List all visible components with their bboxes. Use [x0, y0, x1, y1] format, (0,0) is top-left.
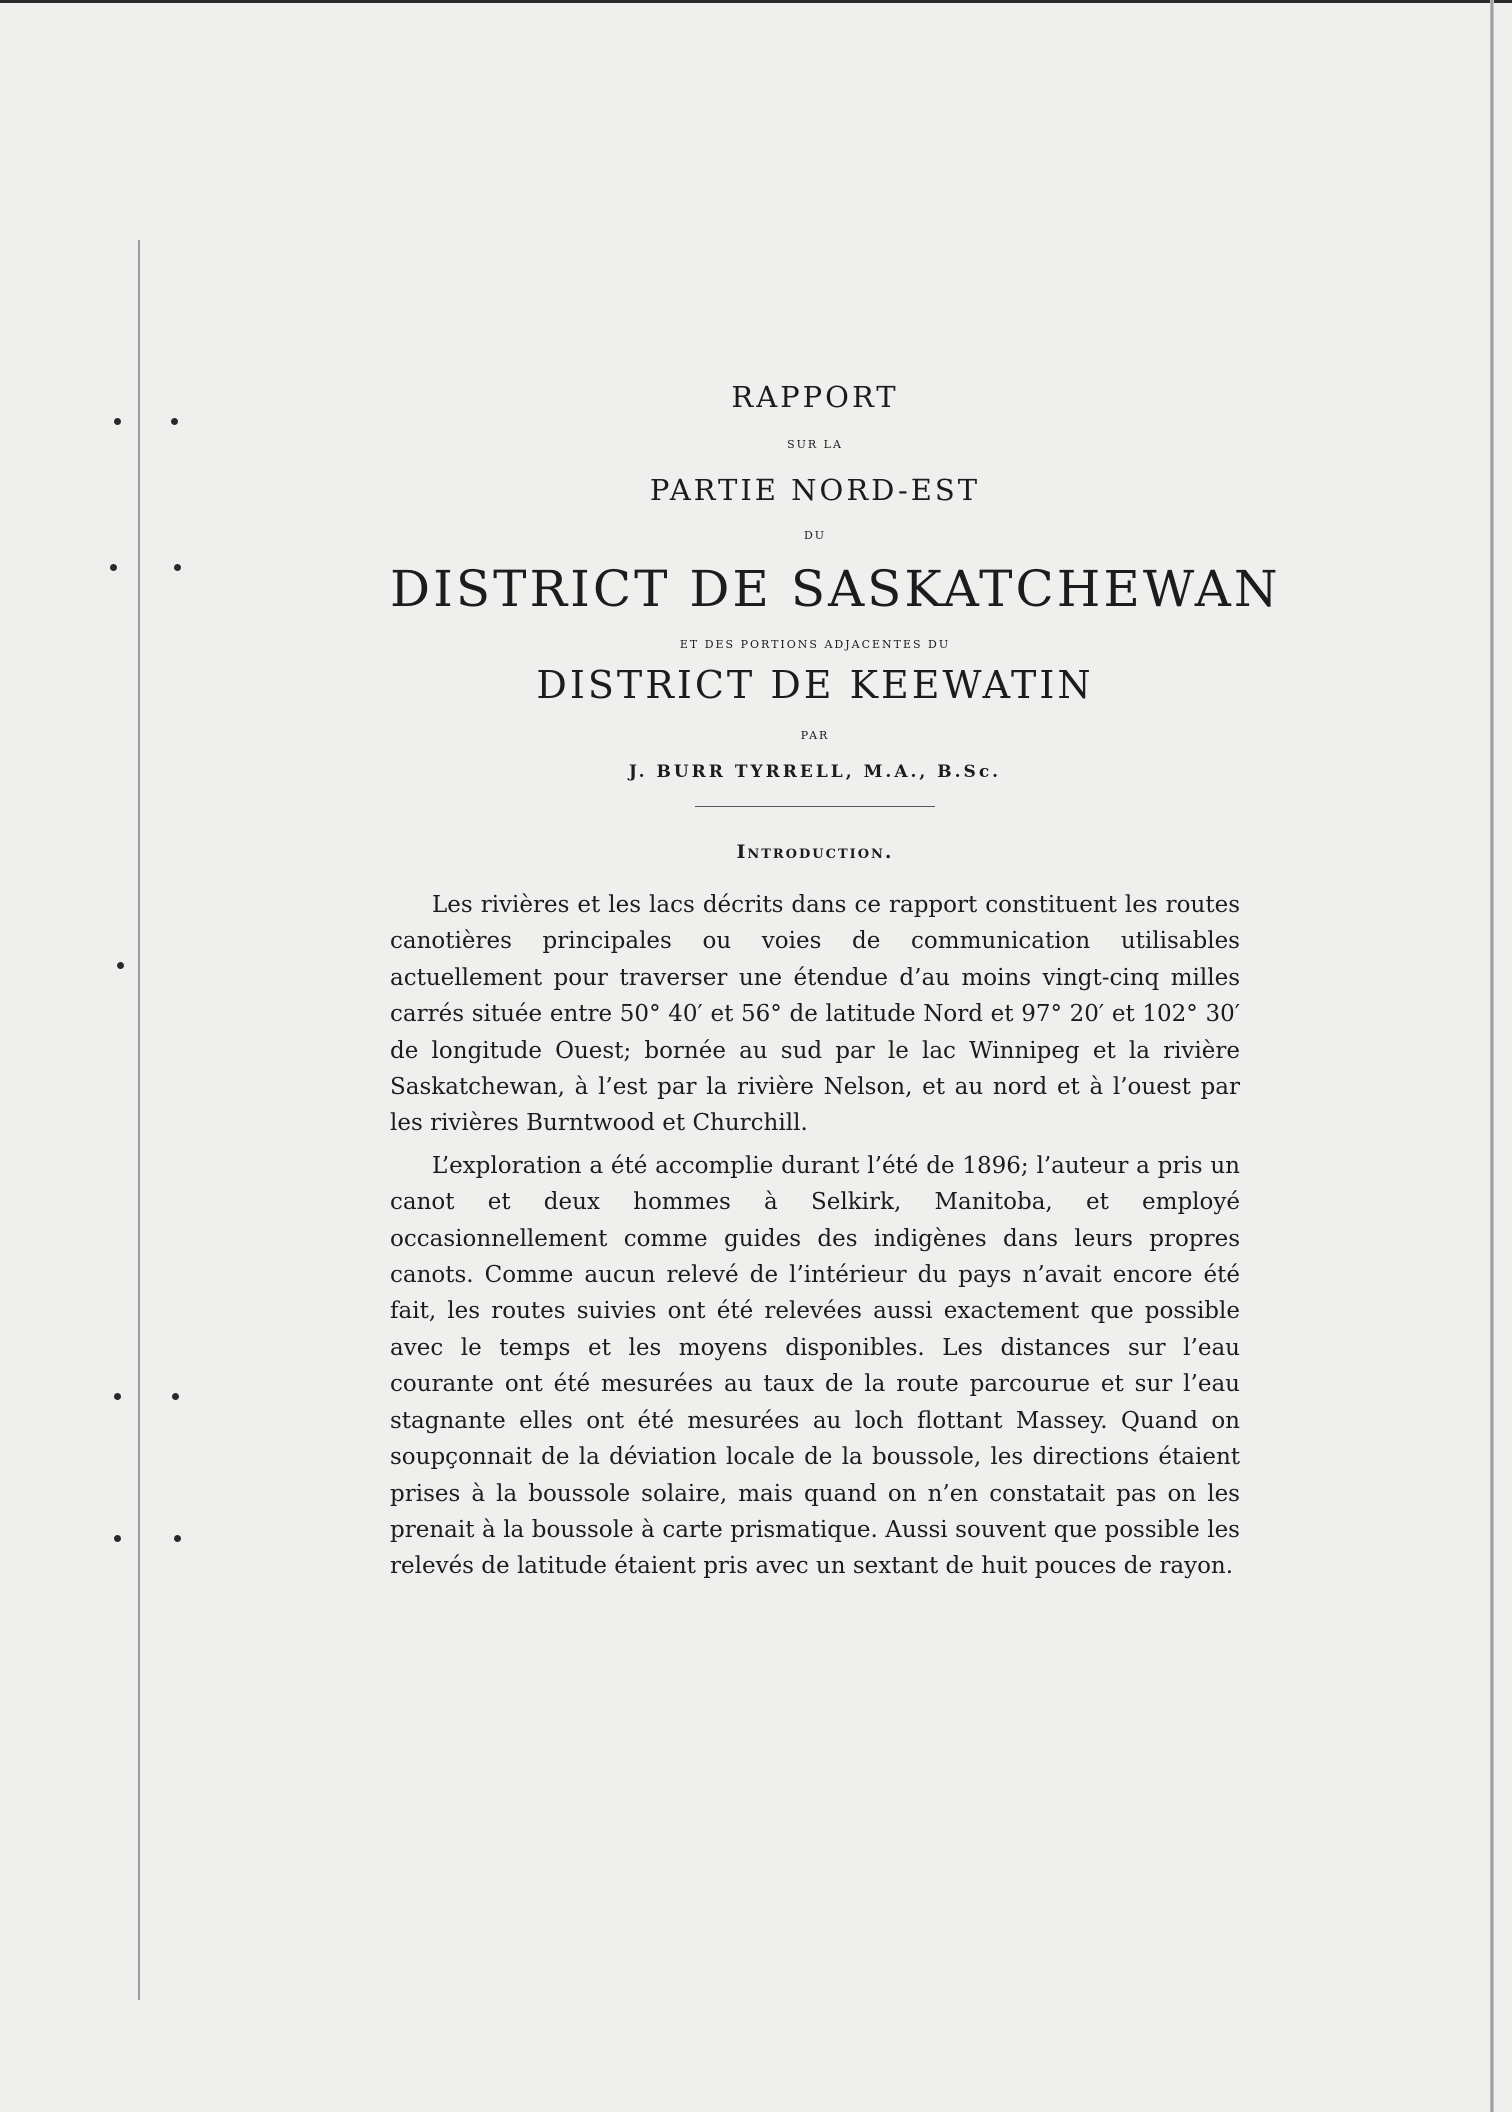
author-name: J. BURR TYRRELL, M.A., B.Sc.: [628, 762, 1002, 782]
title-par: PAR: [800, 729, 830, 742]
title-du: DU: [803, 529, 827, 542]
title-district-saskatchewan: DISTRICT DE SASKATCHEWAN: [390, 560, 1281, 618]
binding-hole-mark: [114, 1535, 121, 1542]
binding-hole-mark: [174, 1535, 181, 1542]
title-partie-nord-est: PARTIE NORD-EST: [649, 473, 981, 507]
page-top-edge: [0, 0, 1512, 3]
binding-hole-mark: [110, 564, 117, 571]
paragraph: Les rivières et les lacs décrits dans ce rapport constituent les routes canotières principales ou voies de communication utilisables actuellement pour traverser une étendue d’au moins vingt-cinq milles carrés située entre 50° 40′ et 56° de latitude Nord et 97° 20′ et 102° 30′ de longitude Ouest; bornée au sud par le lac Winnipeg et la rivière Saskatchewan, à l’est par la rivière Nelson, et au nord et à l’ouest par les rivières Burntwood et Churchill.: [390, 892, 1240, 1137]
title-sur-la: SUR LA: [787, 438, 843, 451]
title-et-portions: ET DES PORTIONS ADJACENTES DU: [679, 638, 951, 651]
title-district-keewatin: DISTRICT DE KEEWATIN: [536, 663, 1094, 707]
title-rapport: RAPPORT: [731, 380, 899, 414]
binding-hole-mark: [171, 418, 178, 425]
page-right-edge: [1490, 0, 1494, 2112]
paragraph: L’exploration a été accomplie durant l’été de 1896; l’auteur a pris un canot et deux hommes à Selkirk, Manitoba, et employé occasionnellement comme guides des indigènes dans leurs propres canots. Comme aucun relevé de l’intérieur du pays n’avait encore été fait, les routes suivies ont été relevées aussi exactement que possible avec le temps et les moyens disponibles. Les distances sur l’eau courante ont été mesurées au taux de la route parcourue et sur l’eau stagnante elles ont été mesurées au loch flottant Massey. Quand on soupçonnait de la déviation locale de la boussole, les directions étaient prises à la boussole solaire, mais quand on n’en constatait pas on les prenait à la boussole à carte prismatique. Aussi souvent que possible les relevés de latitude étaient pris avec un sextant de huit pouces de rayon.: [390, 1152, 1240, 1580]
introduction-body: [390, 887, 1240, 1585]
introduction-heading: Introduction.: [736, 841, 894, 863]
document-page: [390, 380, 1281, 1585]
binding-hole-mark: [114, 418, 121, 425]
binding-gutter-line: [138, 240, 140, 2000]
binding-hole-mark: [117, 962, 124, 969]
title-block: [390, 380, 1281, 863]
binding-hole-mark: [174, 564, 181, 571]
binding-hole-mark: [172, 1393, 179, 1400]
binding-hole-mark: [114, 1393, 121, 1400]
